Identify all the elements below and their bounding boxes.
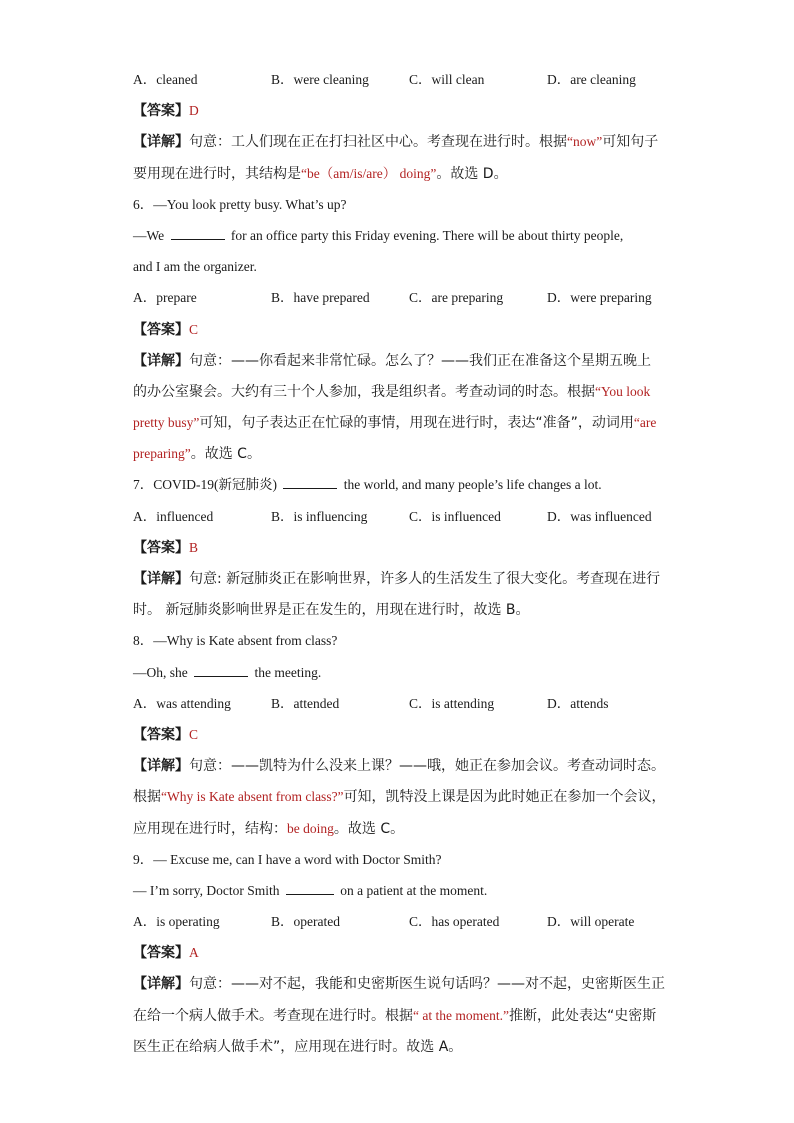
answer-blank — [194, 664, 248, 677]
q9-option-a: A．is operating — [133, 914, 220, 930]
q6-detail-line: pretty busy”可知，句子表达正在忙碌的事情，用现在进行时，表达“准备”，动词用“are — [133, 415, 657, 432]
q8-stem-line: 8．—Why is Kate absent from class? — [133, 633, 338, 649]
q6-options — [133, 282, 663, 313]
q8-detail-line: 根据“Why is Kate absent from class?”可知，凯特没上课是因为此时她正在参加一个会议， — [133, 789, 666, 806]
q6-detail-line: 【详解】句意：——你看起来非常忙碌。怎么了？——我们正在准备这个星期五晚上 — [133, 352, 651, 369]
q9-stem-line: 9．— Excuse me, can I have a word with Doctor Smith? — [133, 851, 442, 867]
q7-options — [133, 501, 663, 532]
q7-option-c: C．is influenced — [409, 508, 501, 524]
q5-option-a: A．cleaned — [133, 72, 198, 87]
q7-detail-line: 【详解】句意: 新冠肺炎正在影响世界，许多人的生活发生了很大变化。考查现在进行 — [133, 571, 661, 587]
q8-option-b: B．attended — [271, 695, 340, 711]
detail-tag: 【详解】 — [133, 352, 189, 369]
q8-options — [133, 688, 663, 719]
answer-tag: 【答案】 — [133, 321, 189, 338]
answer-tag: 【答案】 — [133, 726, 189, 743]
answer-value: D — [189, 103, 199, 119]
q9-stem-line: — I’m sorry, Doctor Smith on a patient at the moment. — [133, 882, 488, 898]
answer-value: C — [189, 321, 199, 337]
q6-detail-line: 的办公室聚会。大约有三十个人参加，我是组织者。考查动词的时态。根据“You look — [133, 383, 651, 400]
q8-option-c: C．is attending — [409, 695, 495, 711]
q9-answer — [133, 937, 663, 968]
q9-detail-line: 在给一个病人做手术。考查现在进行时。根据“ at the moment.”推断，此处表达“史密斯 — [133, 1007, 657, 1024]
q5-option-b: B．were cleaning — [271, 72, 369, 87]
q6-stem-line: 6．—You look pretty busy. What’s up? — [133, 196, 347, 212]
q9-detail-line: 【详解】句意：——对不起，我能和史密斯医生说句话吗？——对不起，史密斯医生正 — [133, 976, 665, 993]
answer-tag: 【答案】 — [133, 945, 189, 962]
q8-answer — [133, 719, 663, 750]
detail-tag: 【详解】 — [133, 758, 189, 775]
q7-option-d: D．was influenced — [547, 508, 652, 524]
document-content — [133, 64, 666, 1062]
q7-detail-line: 时。 新冠肺炎影响世界是正在发生的，用现在进行时，故选 B。 — [133, 602, 530, 619]
q6-answer — [133, 314, 663, 345]
q7-option-a: A．influenced — [133, 508, 214, 524]
q6-option-c: C．are preparing — [409, 290, 504, 306]
q6-option-d: D．were preparing — [547, 290, 652, 306]
q5-answer — [133, 95, 663, 126]
q5-detail-line: 要用现在进行时，其结构是“be（am/is/are） doing”。故选 D。 — [133, 165, 508, 182]
q5-detail-line: 【详解】句意：工人们现在正在打扫社区中心。考查现在进行时。根据“now”可知句子 — [133, 134, 659, 151]
detail-tag: 【详解】 — [133, 134, 189, 151]
detail-tag: 【详解】 — [133, 976, 189, 993]
q5-options — [133, 64, 663, 95]
q7-option-b: B．is influencing — [271, 508, 368, 524]
q9-option-c: C．has operated — [409, 914, 500, 930]
answer-blank — [286, 882, 334, 895]
q9-option-d: D．will operate — [547, 914, 635, 930]
answer-value: B — [189, 539, 199, 555]
q6-option-a: A．prepare — [133, 290, 197, 306]
answer-value: C — [189, 726, 199, 742]
q6-stem-line: —We for an office party this Friday evening. There will be about thirty people, — [133, 227, 624, 243]
q9-detail-line: 医生正在给病人做手术”，应用现在进行时。故选 A。 — [133, 1038, 463, 1055]
answer-blank — [283, 476, 337, 489]
q6-detail-line: preparing”。故选 C。 — [133, 446, 261, 463]
answer-blank — [171, 227, 225, 240]
answer-value: A — [189, 945, 199, 961]
q8-stem-line: —Oh, she the meeting. — [133, 664, 322, 680]
answer-tag: 【答案】 — [133, 539, 189, 556]
q6-stem-line: and I am the organizer. — [133, 259, 257, 275]
q7-stem-line: 7．COVID-19(新冠肺炎) the world, and many people’s life changes a lot. — [133, 477, 602, 493]
q6-option-b: B．have prepared — [271, 290, 370, 306]
q8-detail-line: 【详解】句意：——凯特为什么没来上课？——哦，她正在参加会议。考查动词时态。 — [133, 758, 665, 775]
q7-answer — [133, 532, 663, 563]
q5-option-c: C．will clean — [409, 72, 485, 87]
q5-option-d: D．are cleaning — [547, 72, 636, 87]
q9-option-b: B．operated — [271, 914, 340, 930]
q9-options — [133, 906, 663, 937]
q8-detail-line: 应用现在进行时，结构：be doing。故选 C。 — [133, 820, 405, 837]
q8-option-a: A．was attending — [133, 695, 231, 711]
answer-tag: 【答案】 — [133, 103, 189, 120]
detail-tag: 【详解】 — [133, 571, 189, 587]
q8-option-d: D．attends — [547, 695, 609, 711]
